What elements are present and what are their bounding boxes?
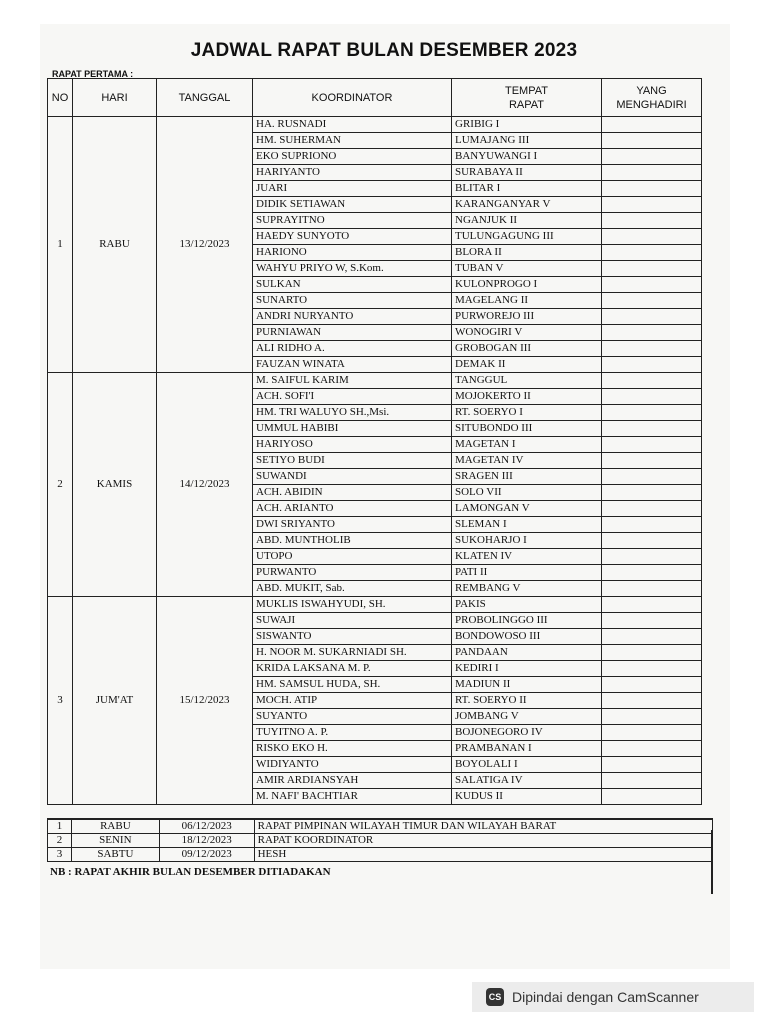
koordinator-cell: AMIR ARDIANSYAH: [253, 773, 452, 789]
koordinator-cell: HARIYOSO: [253, 437, 452, 453]
tempat-cell: WONOGIRI V: [452, 325, 602, 341]
page-title: JADWAL RAPAT BULAN DESEMBER 2023: [190, 40, 578, 61]
koordinator-cell: HAEDY SUNYOTO: [253, 229, 452, 245]
extra-tanggal: 06/12/2023: [159, 819, 254, 834]
yang-menghadiri-cell: [602, 245, 702, 261]
group-no: 3: [48, 597, 73, 805]
tempat-cell: SURABAYA II: [452, 165, 602, 181]
camscanner-text: Dipindai dengan CamScanner: [512, 989, 699, 1005]
tempat-cell: LAMONGAN V: [452, 501, 602, 517]
extra-hari: SENIN: [71, 834, 159, 848]
koordinator-cell: WAHYU PRIYO W, S.Kom.: [253, 261, 452, 277]
koordinator-cell: RISKO EKO H.: [253, 741, 452, 757]
header-hari: HARI: [73, 79, 157, 117]
group-hari: RABU: [73, 117, 157, 373]
koordinator-cell: M. SAIFUL KARIM: [253, 373, 452, 389]
extra-keterangan: RAPAT PIMPINAN WILAYAH TIMUR DAN WILAYAH BARAT: [254, 819, 712, 834]
tempat-cell: SOLO VII: [452, 485, 602, 501]
koordinator-cell: MOCH. ATIP: [253, 693, 452, 709]
yang-menghadiri-cell: [602, 661, 702, 677]
group-tanggal: 14/12/2023: [157, 373, 253, 597]
koordinator-cell: HA. RUSNADI: [253, 117, 452, 133]
koordinator-cell: HARIONO: [253, 245, 452, 261]
table-row: [48, 117, 702, 133]
yang-menghadiri-cell: [602, 325, 702, 341]
yang-menghadiri-cell: [602, 533, 702, 549]
header-tanggal: TANGGAL: [157, 79, 253, 117]
yang-menghadiri-cell: [602, 757, 702, 773]
tempat-cell: MAGETAN IV: [452, 453, 602, 469]
yang-menghadiri-cell: [602, 485, 702, 501]
table-edge-line: [711, 830, 713, 894]
tempat-cell: MAGELANG II: [452, 293, 602, 309]
yang-menghadiri-cell: [602, 421, 702, 437]
tempat-cell: PROBOLINGGO III: [452, 613, 602, 629]
yang-menghadiri-cell: [602, 645, 702, 661]
yang-menghadiri-cell: [602, 149, 702, 165]
yang-menghadiri-cell: [602, 517, 702, 533]
yang-menghadiri-cell: [602, 709, 702, 725]
yang-menghadiri-cell: [602, 725, 702, 741]
koordinator-cell: ANDRI NURYANTO: [253, 309, 452, 325]
tempat-cell: RT. SOERYO I: [452, 405, 602, 421]
yang-menghadiri-cell: [602, 373, 702, 389]
header-yang-line1: YANG: [636, 84, 667, 97]
tempat-cell: TULUNGAGUNG III: [452, 229, 602, 245]
koordinator-cell: M. NAFI' BACHTIAR: [253, 789, 452, 805]
tempat-cell: REMBANG V: [452, 581, 602, 597]
tempat-cell: LUMAJANG III: [452, 133, 602, 149]
yang-menghadiri-cell: [602, 565, 702, 581]
koordinator-cell: HARIYANTO: [253, 165, 452, 181]
koordinator-cell: UTOPO: [253, 549, 452, 565]
tempat-cell: SRAGEN III: [452, 469, 602, 485]
header-tempat-rapat: [452, 79, 602, 117]
koordinator-cell: ALI RIDHO A.: [253, 341, 452, 357]
tempat-cell: KEDIRI I: [452, 661, 602, 677]
table-header-row: [48, 79, 702, 117]
yang-menghadiri-cell: [602, 677, 702, 693]
yang-menghadiri-cell: [602, 341, 702, 357]
koordinator-cell: UMMUL HABIBI: [253, 421, 452, 437]
table-row: [48, 834, 713, 848]
tempat-cell: BLORA II: [452, 245, 602, 261]
koordinator-cell: ABD. MUKIT, Sab.: [253, 581, 452, 597]
yang-menghadiri-cell: [602, 293, 702, 309]
header-yang-line2: MENGHADIRI: [616, 98, 687, 111]
tempat-cell: KULONPROGO I: [452, 277, 602, 293]
tempat-cell: MOJOKERTO II: [452, 389, 602, 405]
koordinator-cell: ACH. ARIANTO: [253, 501, 452, 517]
yang-menghadiri-cell: [602, 197, 702, 213]
table-row: [48, 848, 713, 862]
koordinator-cell: PURNIAWAN: [253, 325, 452, 341]
koordinator-cell: SUWAJI: [253, 613, 452, 629]
yang-menghadiri-cell: [602, 309, 702, 325]
group-hari: JUM'AT: [73, 597, 157, 805]
schedule-table: [47, 78, 702, 805]
extra-tanggal: 09/12/2023: [159, 848, 254, 862]
table-row: [48, 819, 713, 834]
table-row: [48, 597, 702, 613]
tempat-cell: KARANGANYAR V: [452, 197, 602, 213]
koordinator-cell: SETIYO BUDI: [253, 453, 452, 469]
koordinator-cell: EKO SUPRIONO: [253, 149, 452, 165]
footnote: NB : RAPAT AKHIR BULAN DESEMBER DITIADAKAN: [50, 866, 331, 878]
yang-menghadiri-cell: [602, 597, 702, 613]
koordinator-cell: SUNARTO: [253, 293, 452, 309]
table-row: [48, 373, 702, 389]
yang-menghadiri-cell: [602, 117, 702, 133]
tempat-cell: PANDAAN: [452, 645, 602, 661]
koordinator-cell: H. NOOR M. SUKARNIADI SH.: [253, 645, 452, 661]
tempat-cell: BONDOWOSO III: [452, 629, 602, 645]
tempat-cell: SLEMAN I: [452, 517, 602, 533]
additional-meetings-body: [48, 819, 713, 862]
yang-menghadiri-cell: [602, 549, 702, 565]
tempat-cell: TANGGUL: [452, 373, 602, 389]
additional-meetings-table: [47, 818, 713, 862]
extra-keterangan: RAPAT KOORDINATOR: [254, 834, 712, 848]
koordinator-cell: HM. SAMSUL HUDA, SH.: [253, 677, 452, 693]
yang-menghadiri-cell: [602, 773, 702, 789]
group-no: 2: [48, 373, 73, 597]
tempat-cell: JOMBANG V: [452, 709, 602, 725]
extra-keterangan: HESH: [254, 848, 712, 862]
koordinator-cell: KRIDA LAKSANA M. P.: [253, 661, 452, 677]
extra-hari: SABTU: [71, 848, 159, 862]
koordinator-cell: SUWANDI: [253, 469, 452, 485]
header-no: NO: [48, 79, 73, 117]
yang-menghadiri-cell: [602, 405, 702, 421]
camscanner-icon: CS: [486, 988, 504, 1006]
koordinator-cell: DIDIK SETIAWAN: [253, 197, 452, 213]
yang-menghadiri-cell: [602, 165, 702, 181]
header-yang-menghadiri: [602, 79, 702, 117]
yang-menghadiri-cell: [602, 261, 702, 277]
section-label: RAPAT PERTAMA :: [52, 69, 134, 79]
koordinator-cell: ACH. ABIDIN: [253, 485, 452, 501]
tempat-cell: TUBAN V: [452, 261, 602, 277]
yang-menghadiri-cell: [602, 277, 702, 293]
tempat-cell: BLITAR I: [452, 181, 602, 197]
yang-menghadiri-cell: [602, 229, 702, 245]
yang-menghadiri-cell: [602, 437, 702, 453]
tempat-cell: BOJONEGORO IV: [452, 725, 602, 741]
tempat-cell: DEMAK II: [452, 357, 602, 373]
tempat-cell: PURWOREJO III: [452, 309, 602, 325]
koordinator-cell: SUPRAYITNO: [253, 213, 452, 229]
tempat-cell: BOYOLALI I: [452, 757, 602, 773]
header-tempat-line2: RAPAT: [508, 98, 545, 111]
yang-menghadiri-cell: [602, 453, 702, 469]
tempat-cell: KLATEN IV: [452, 549, 602, 565]
tempat-cell: RT. SOERYO II: [452, 693, 602, 709]
yang-menghadiri-cell: [602, 501, 702, 517]
koordinator-cell: ABD. MUNTHOLIB: [253, 533, 452, 549]
koordinator-cell: MUKLIS ISWAHYUDI, SH.: [253, 597, 452, 613]
koordinator-cell: ACH. SOFI'I: [253, 389, 452, 405]
camscanner-badge: [472, 982, 754, 1012]
koordinator-cell: WIDIYANTO: [253, 757, 452, 773]
group-no: 1: [48, 117, 73, 373]
yang-menghadiri-cell: [602, 133, 702, 149]
group-tanggal: 15/12/2023: [157, 597, 253, 805]
tempat-cell: MADIUN II: [452, 677, 602, 693]
koordinator-cell: FAUZAN WINATA: [253, 357, 452, 373]
tempat-cell: SALATIGA IV: [452, 773, 602, 789]
extra-no: 3: [48, 848, 72, 862]
koordinator-cell: JUARI: [253, 181, 452, 197]
yang-menghadiri-cell: [602, 181, 702, 197]
yang-menghadiri-cell: [602, 741, 702, 757]
tempat-cell: PAKIS: [452, 597, 602, 613]
tempat-cell: MAGETAN I: [452, 437, 602, 453]
tempat-cell: SUKOHARJO I: [452, 533, 602, 549]
tempat-cell: SITUBONDO III: [452, 421, 602, 437]
koordinator-cell: SUYANTO: [253, 709, 452, 725]
yang-menghadiri-cell: [602, 581, 702, 597]
tempat-cell: BANYUWANGI I: [452, 149, 602, 165]
tempat-cell: GRIBIG I: [452, 117, 602, 133]
yang-menghadiri-cell: [602, 789, 702, 805]
group-tanggal: 13/12/2023: [157, 117, 253, 373]
extra-no: 1: [48, 819, 72, 834]
koordinator-cell: TUYITNO A. P.: [253, 725, 452, 741]
koordinator-cell: SISWANTO: [253, 629, 452, 645]
yang-menghadiri-cell: [602, 469, 702, 485]
koordinator-cell: HM. SUHERMAN: [253, 133, 452, 149]
tempat-cell: PRAMBANAN I: [452, 741, 602, 757]
koordinator-cell: PURWANTO: [253, 565, 452, 581]
tempat-cell: PATI II: [452, 565, 602, 581]
koordinator-cell: SULKAN: [253, 277, 452, 293]
koordinator-cell: HM. TRI WALUYO SH.,Msi.: [253, 405, 452, 421]
tempat-cell: GROBOGAN III: [452, 341, 602, 357]
koordinator-cell: DWI SRIYANTO: [253, 517, 452, 533]
schedule-body: [48, 117, 702, 805]
yang-menghadiri-cell: [602, 357, 702, 373]
group-hari: KAMIS: [73, 373, 157, 597]
extra-no: 2: [48, 834, 72, 848]
header-koordinator: KOORDINATOR: [253, 79, 452, 117]
extra-hari: RABU: [71, 819, 159, 834]
header-tempat-line1: TEMPAT: [505, 84, 548, 97]
tempat-cell: NGANJUK II: [452, 213, 602, 229]
yang-menghadiri-cell: [602, 389, 702, 405]
tempat-cell: KUDUS II: [452, 789, 602, 805]
yang-menghadiri-cell: [602, 693, 702, 709]
extra-tanggal: 18/12/2023: [159, 834, 254, 848]
yang-menghadiri-cell: [602, 213, 702, 229]
yang-menghadiri-cell: [602, 613, 702, 629]
yang-menghadiri-cell: [602, 629, 702, 645]
